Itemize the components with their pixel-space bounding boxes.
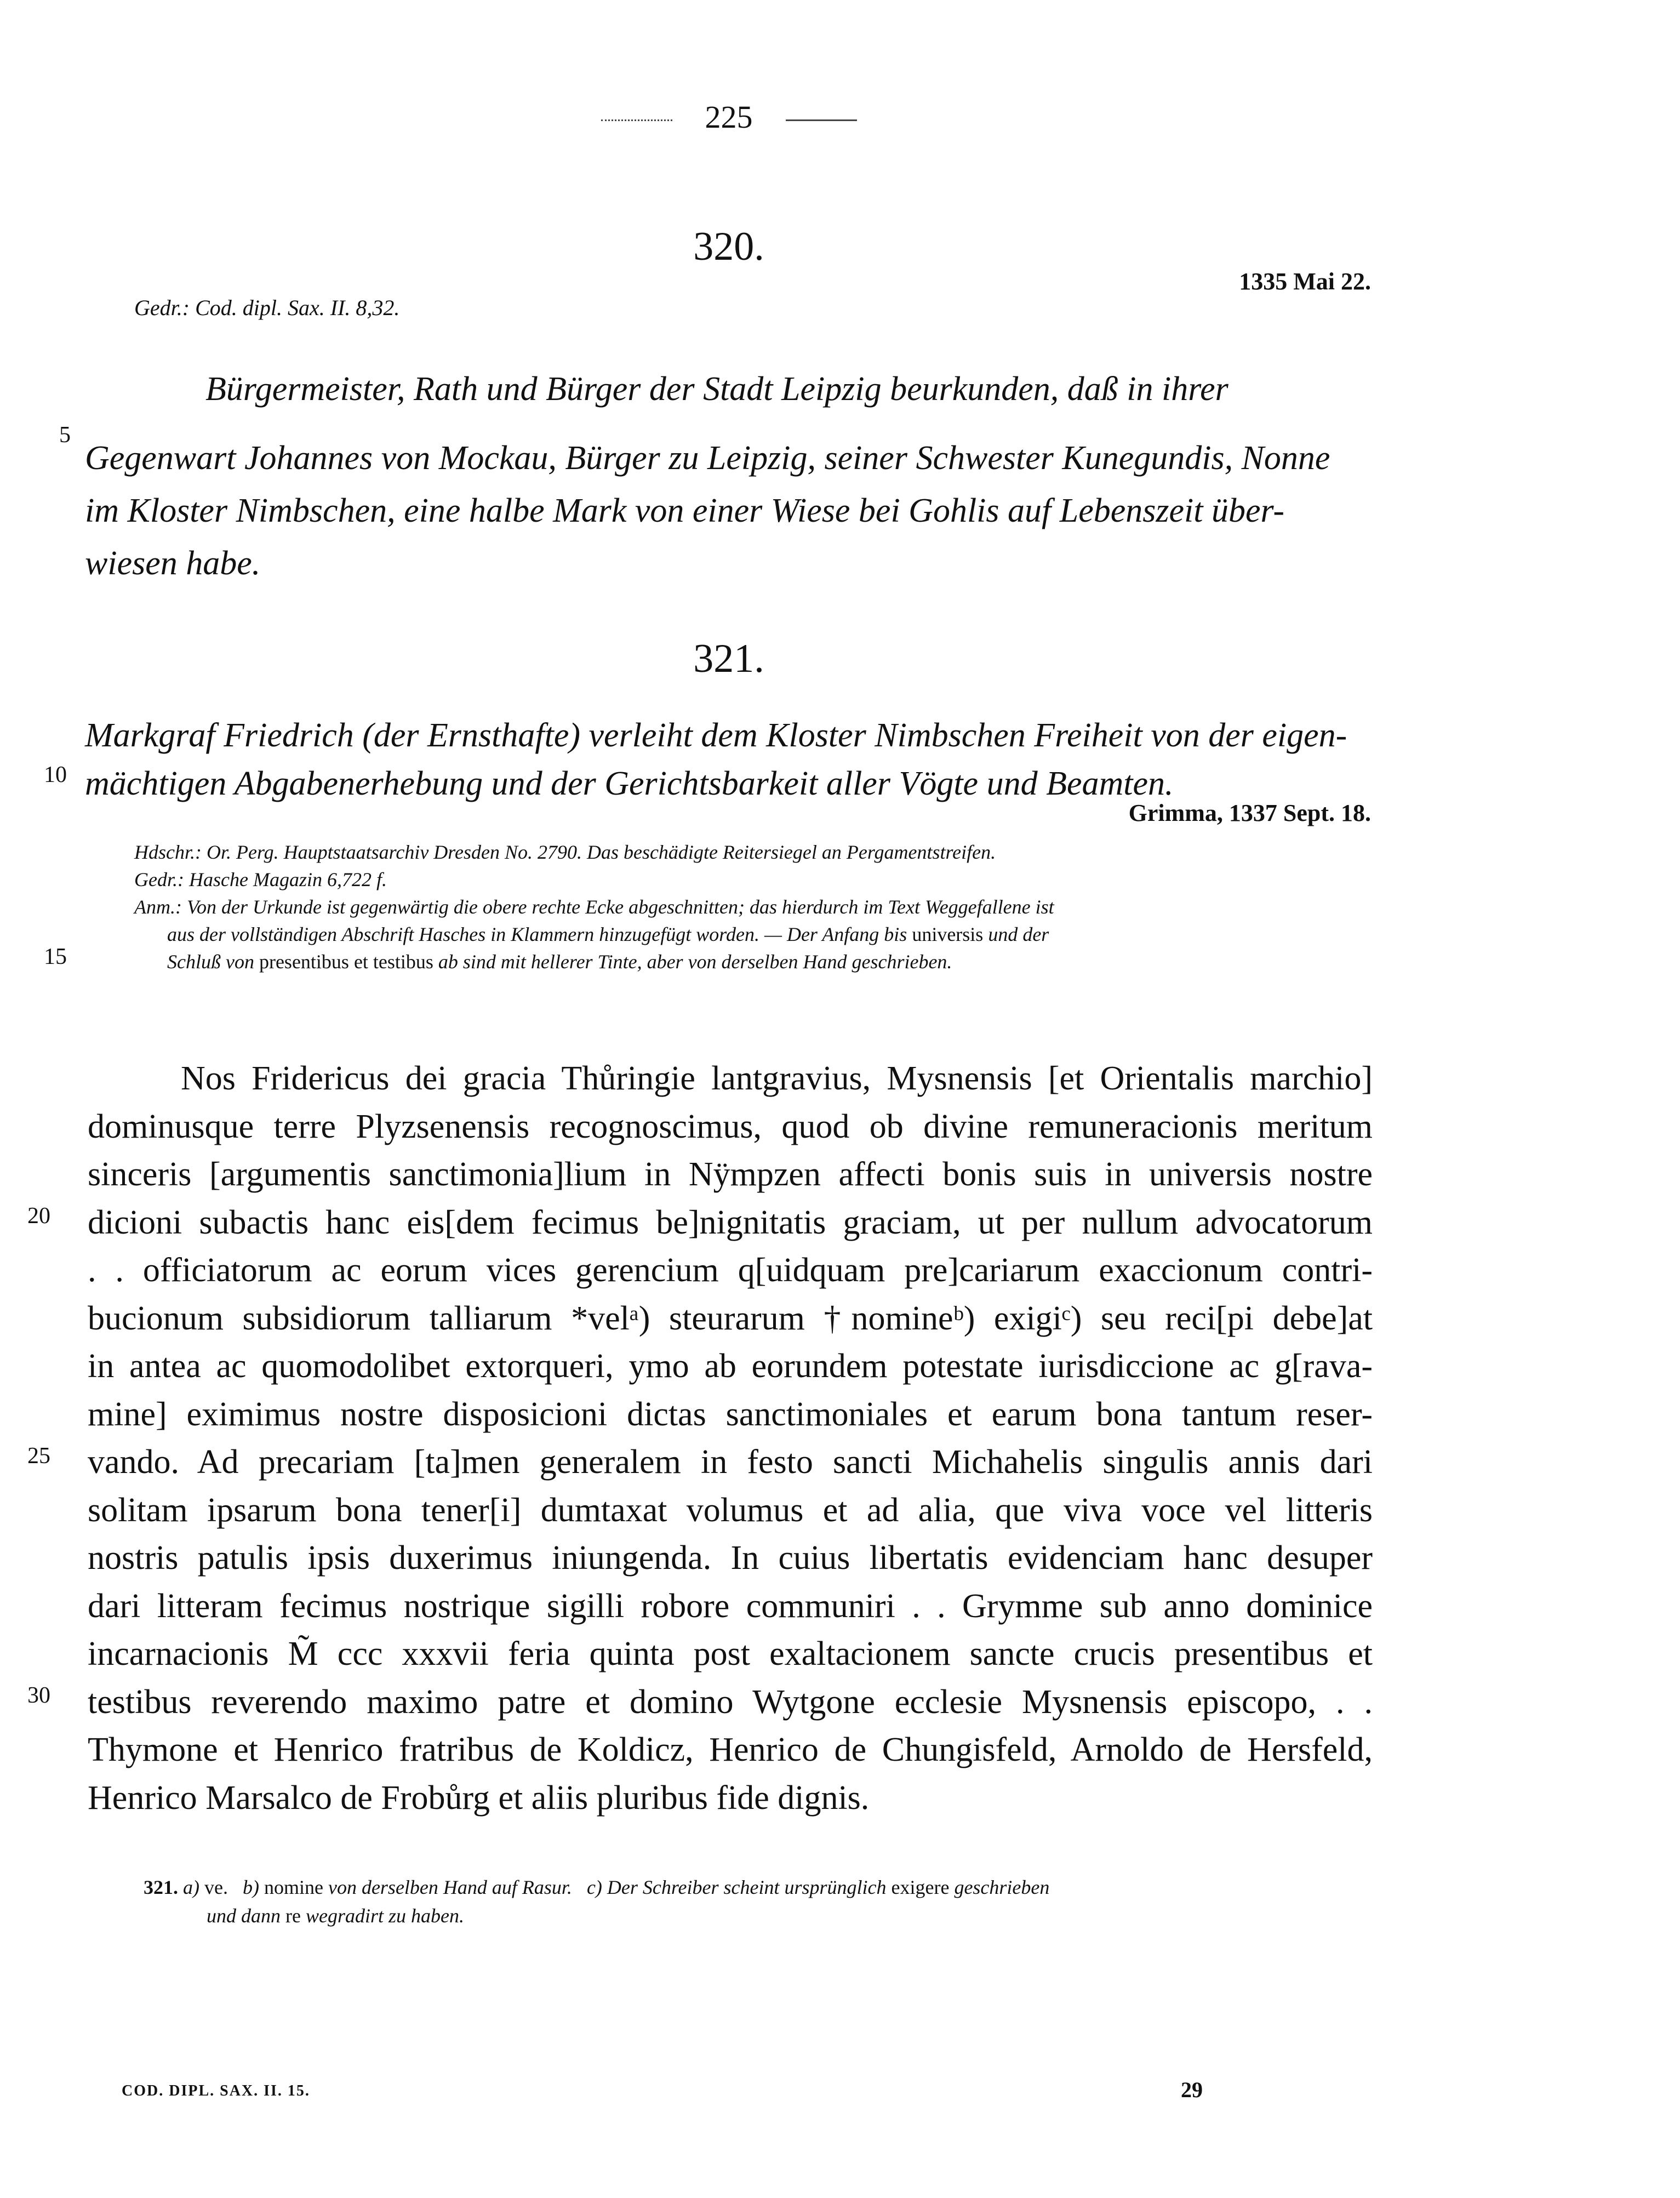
note-anm-3b: presentibus et testibus xyxy=(259,951,433,973)
footnote-c-text2: geschrieben xyxy=(954,1876,1050,1898)
line-marker-10: 10 xyxy=(44,762,67,787)
footnote-ref: 321. xyxy=(144,1876,178,1898)
note-anm-2b: universis xyxy=(912,923,984,945)
footnote-line2-word: re xyxy=(285,1905,301,1927)
footnote-b-word: nomine xyxy=(264,1876,323,1898)
doc-321-number: 321. xyxy=(693,636,764,681)
footnote-c-text1: Der Schreiber scheint ursprünglich xyxy=(607,1876,887,1898)
doc-321-footnotes xyxy=(144,1873,1374,1930)
footnote-b-label: b) xyxy=(242,1876,259,1898)
doc-320-print-ref: Gedr.: Cod. dipl. Sax. II. 8,32. xyxy=(134,295,400,320)
footnote-b-text: von derselben Hand auf Rasur. xyxy=(328,1876,572,1898)
note-anm-2 xyxy=(134,921,1373,948)
text-line: . . officiatorum ac eorum vices gerencium q[uidquam pre]cariarum exaccionum contri- xyxy=(88,1252,1373,1289)
text-line: mine] eximimus nostre disposicioni dictas sanctimoniales et earum bona tantum reser- xyxy=(88,1395,1373,1433)
footnote-line2-text1: und dann xyxy=(207,1905,281,1927)
line-marker-5: 5 xyxy=(59,423,71,448)
footnote-c-word: exigere xyxy=(891,1876,950,1898)
header-rule-right xyxy=(786,119,857,121)
header-rule-left xyxy=(601,119,672,121)
text-line: bucionum subsidiorum talliarum *velᵃ) steurarum †nomineᵇ) exigiᶜ) seu reci[pi debe]at xyxy=(88,1299,1373,1337)
regest-line: Bürgermeister, Rath und Bürger der Stadt Leipzig beurkunden, daß in ihrer xyxy=(205,370,1228,408)
regest-line: mächtigen Abgabenerhebung und der Gerichtsbarkeit aller Vögte und Beamten. xyxy=(85,765,1174,802)
footnote-line2-text2: wegradirt zu haben. xyxy=(305,1905,464,1927)
regest-line: wiesen habe. xyxy=(85,545,261,582)
line-marker-20: 20 xyxy=(27,1203,50,1229)
line-marker-25: 25 xyxy=(27,1443,50,1469)
doc-320-number: 320. xyxy=(693,224,764,269)
footnote-c-label: c) xyxy=(586,1876,602,1898)
regest-line: Gegenwart Johannes von Mockau, Bürger zu Leipzig, seiner Schwester Kunegundis, Nonne xyxy=(85,439,1330,477)
text-line: dominusque terre Plyzsenensis recognoscimus, quod ob divine remuneracionis meritum xyxy=(88,1107,1373,1145)
footer-sheet-number: 29 xyxy=(1181,2077,1203,2102)
footnote-a-label: a) xyxy=(183,1876,199,1898)
footnote-a-text: ve. xyxy=(204,1876,228,1898)
doc-321-text xyxy=(88,1055,1373,1822)
doc-321-regest xyxy=(85,711,1373,808)
footnote-line-2 xyxy=(144,1902,1374,1930)
text-line: nostris patulis ipsis duxerimus iniungenda. In cuius libertatis evidenciam hanc desuper xyxy=(88,1539,1373,1577)
note-hdschr: Hdschr.: Or. Perg. Hauptstaatsarchiv Dresden No. 2790. Das beschädigte Reitersiegel an Pergamentstreifen. xyxy=(134,841,996,863)
doc-320-regest xyxy=(85,355,1373,631)
note-anm-2c: und der xyxy=(988,923,1049,945)
page-header xyxy=(575,99,882,135)
regest-line: Markgraf Friedrich (der Ernsthafte) verleiht dem Kloster Nimbschen Freiheit von der eigen- xyxy=(85,717,1347,754)
note-anm-3c: ab sind mit hellerer Tinte, aber von derselben Hand geschrieben. xyxy=(438,951,952,973)
line-marker-15: 15 xyxy=(44,944,67,969)
text-line: vando. Ad precariam [ta]men generalem in festo sancti Michahelis singulis annis dari xyxy=(88,1443,1373,1481)
text-line: in antea ac quomodolibet extorqueri, ymo ab eorundem potestate iurisdiccione ac g[rava- xyxy=(88,1348,1373,1385)
note-anm-3 xyxy=(134,948,1373,975)
doc-320-date: 1335 Mai 22. xyxy=(1239,268,1371,295)
doc-321-notes xyxy=(134,838,1373,975)
note-anm-1: Anm.: Von der Urkunde ist gegenwärtig die obere rechte Ecke abgeschnitten; das hierdurch im Text Weggefallene ist xyxy=(134,896,1054,918)
page-number: 225 xyxy=(705,99,753,135)
note-gedr: Gedr.: Hasche Magazin 6,722 f. xyxy=(134,869,387,890)
regest-line: im Kloster Nimbschen, eine halbe Mark von einer Wiese bei Gohlis auf Lebenszeit über- xyxy=(85,492,1285,529)
text-line: testibus reverendo maximo patre et domino Wytgone ecclesie Mysnensis episcopo, . . xyxy=(88,1683,1373,1721)
footnote-line-1 xyxy=(144,1873,1374,1902)
text-line: Nos Fridericus dei gracia Thůringie lantgravius, Mysnensis [et Orientalis marchio] xyxy=(181,1060,1373,1097)
text-line: dari litteram fecimus nostrique sigilli robore communiri . . Grymme sub anno dominice xyxy=(88,1587,1373,1625)
line-marker-30: 30 xyxy=(27,1683,50,1708)
note-anm-3a: Schluß von xyxy=(167,951,254,973)
note-anm-2a: aus der vollständigen Abschrift Hasches in Klammern hinzugefügt worden. — Der Anfang bis xyxy=(167,923,907,945)
doc-321-place-date: Grimma, 1337 Sept. 18. xyxy=(1128,800,1371,826)
text-line: dicioni subactis hanc eis[dem fecimus be]nignitatis graciam, ut per nullum advocatorum xyxy=(88,1203,1373,1241)
footer-signature: COD. DIPL. SAX. II. 15. xyxy=(122,2082,310,2099)
text-line: incarnacionis M̃ ccc xxxvii feria quinta post exaltacionem sancte crucis presentibus et xyxy=(88,1635,1373,1672)
text-line: Thymone et Henrico fratribus de Koldicz, Henrico de Chungisfeld, Arnoldo de Hersfeld, xyxy=(88,1731,1373,1768)
text-line: sinceris [argumentis sanctimonia]lium in Nÿmpzen affecti bonis suis in universis nostre xyxy=(88,1156,1373,1193)
text-line: Henrico Marsalco de Frobůrg et aliis pluribus fide dignis. xyxy=(88,1779,870,1817)
text-line: solitam ipsarum bona tener[i] dumtaxat volumus et ad alia, que viva voce vel litteris xyxy=(88,1491,1373,1529)
